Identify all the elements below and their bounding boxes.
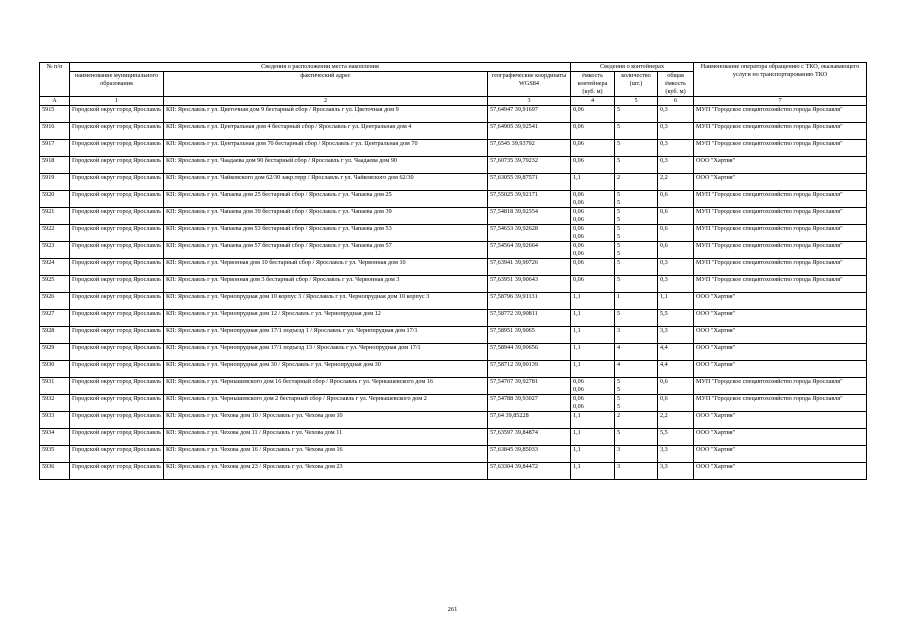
municipality-cell: Городской округ город Ярославль <box>70 225 164 242</box>
capacity-value: 1,1 <box>573 412 581 419</box>
operator-cell: МУП "Городское спецавтохозяйство города Ярославля" <box>694 395 867 412</box>
count-value: 3 <box>617 463 621 470</box>
row-num-cell: 5933 <box>40 412 70 429</box>
capacity-cell <box>571 361 615 378</box>
address-cell: КП: Ярославль г ул. Чернопрудная дом 12 / Ярославль г ул. Чернопрудная дом 12 <box>164 310 488 327</box>
count-cell <box>615 412 658 429</box>
row-num-cell: 5919 <box>40 174 70 191</box>
count-value: 5 <box>617 250 621 257</box>
address-cell: КП: Ярославль г ул. Чернопрудная дом 30 / Ярославль г ул. Чернопрудная дом 30 <box>164 361 488 378</box>
count-cell <box>615 276 658 293</box>
row-num-cell: 5935 <box>40 446 70 463</box>
count-cell <box>615 310 658 327</box>
coords-cell: 57,58944 39,90656 <box>488 344 571 361</box>
coords-cell: 57,58951 39,9065 <box>488 327 571 344</box>
index-cell: 7 <box>694 97 867 106</box>
coords-cell: 57,54653 39,92628 <box>488 225 571 242</box>
header-coords: географические координаты WGS84 <box>488 72 571 97</box>
capacity-cell <box>571 191 615 208</box>
count-value: 4 <box>617 361 621 368</box>
total-cell: 4,4 <box>658 361 694 378</box>
operator-cell: ООО "Хартия" <box>694 157 867 174</box>
header-num: № п/п <box>40 63 70 97</box>
row-num-cell: 5922 <box>40 225 70 242</box>
municipality-cell: Городской округ город Ярославль <box>70 344 164 361</box>
coords-cell: 57,60735 39,79232 <box>488 157 571 174</box>
row-num-cell: 5934 <box>40 429 70 446</box>
count-value: 5 <box>617 157 621 164</box>
count-value: 5 <box>617 259 621 266</box>
capacity-value: 1,1 <box>573 446 581 453</box>
count-cell <box>615 395 658 412</box>
table-row <box>40 429 867 446</box>
municipality-cell: Городской округ город Ярославль <box>70 174 164 191</box>
row-num-cell: 5930 <box>40 361 70 378</box>
count-cell <box>615 174 658 191</box>
capacity-value: 0,06 <box>573 233 584 240</box>
count-cell <box>615 106 658 123</box>
address-cell: КП: Ярославль г ул. Цветочная дом 9 бестарный сбор / Ярославль г ул. Цветочная дом 9 <box>164 106 488 123</box>
page-number: 261 <box>447 606 458 613</box>
capacity-cell <box>571 378 615 395</box>
count-value: 5 <box>617 276 621 283</box>
table-row <box>40 106 867 123</box>
capacity-value: 0,06 <box>573 242 584 249</box>
count-cell <box>615 259 658 276</box>
coords-cell: 57,63845 39,85033 <box>488 446 571 463</box>
table-row <box>40 276 867 293</box>
capacity-cell <box>571 276 615 293</box>
operator-cell: ООО "Хартия" <box>694 310 867 327</box>
registry-sheet <box>39 62 866 480</box>
count-cell <box>615 327 658 344</box>
count-value: 5 <box>617 123 621 130</box>
operator-cell: ООО "Хартия" <box>694 412 867 429</box>
table-row <box>40 123 867 140</box>
capacity-value: 1,1 <box>573 463 581 470</box>
table-row <box>40 327 867 344</box>
capacity-value: 0,06 <box>573 386 584 393</box>
table-row <box>40 293 867 310</box>
count-value: 5 <box>617 225 621 232</box>
count-value: 5 <box>617 106 621 113</box>
capacity-cell <box>571 157 615 174</box>
total-cell: 5,5 <box>658 310 694 327</box>
capacity-value: 0,06 <box>573 395 584 402</box>
capacity-value: 1,1 <box>573 174 581 181</box>
row-num-cell: 5925 <box>40 276 70 293</box>
municipality-cell: Городской округ город Ярославль <box>70 463 164 480</box>
coords-cell: 57,63951 39,90643 <box>488 276 571 293</box>
count-cell <box>615 140 658 157</box>
count-value: 2 <box>617 412 621 419</box>
coords-cell: 57,63304 39,84472 <box>488 463 571 480</box>
header-address: фактический адрес <box>164 72 488 97</box>
address-cell: КП: Ярославль г ул. Чехова дом 10 / Ярославль г ул. Чехова дом 10 <box>164 412 488 429</box>
address-cell: КП: Ярославль г ул. Чайковского дом 62/30 закр.терр / Ярославль г ул. Чайковского дом 62/30 <box>164 174 488 191</box>
operator-cell: ООО "Хартия" <box>694 174 867 191</box>
header-count: количество (шт.) <box>615 72 658 97</box>
count-value: 5 <box>617 140 621 147</box>
operator-cell: МУП "Городское спецавтохозяйство города Ярославля" <box>694 140 867 157</box>
address-cell: КП: Ярославль г ул. Центральная дом 4 бестарный сбор / Ярославль г ул. Центральная дом 4 <box>164 123 488 140</box>
address-cell: КП: Ярославль г ул. Червонная дом 10 бестарный сбор / Ярославль г ул. Червонная дом 10 <box>164 259 488 276</box>
capacity-value: 1,1 <box>573 293 581 300</box>
table-row <box>40 191 867 208</box>
operator-cell: ООО "Хартия" <box>694 327 867 344</box>
count-cell <box>615 293 658 310</box>
address-cell: КП: Ярославль г ул. Чернышевского дом 2 бестарный сбор / Ярославль г ул. Чернышевского дом 2 <box>164 395 488 412</box>
table-body <box>40 106 867 480</box>
table-row <box>40 208 867 225</box>
count-value: 5 <box>617 233 621 240</box>
address-cell: КП: Ярославль г ул. Чапаева дом 57 бестарный сбор / Ярославль г ул. Чапаева дом 57 <box>164 242 488 259</box>
capacity-cell <box>571 140 615 157</box>
capacity-value: 0,06 <box>573 216 584 223</box>
capacity-value: 0,06 <box>573 208 584 215</box>
municipality-cell: Городской округ город Ярославль <box>70 106 164 123</box>
capacity-cell <box>571 123 615 140</box>
count-cell <box>615 429 658 446</box>
capacity-cell <box>571 310 615 327</box>
total-cell: 0,3 <box>658 259 694 276</box>
header-operator: Наименование оператора обращению с ТКО, оказывающего услуги по транспортированию ТКО <box>694 63 867 97</box>
capacity-value: 0,06 <box>573 106 584 113</box>
municipality-cell: Городской округ город Ярославль <box>70 140 164 157</box>
municipality-cell: Городской округ город Ярославль <box>70 446 164 463</box>
municipality-cell: Городской округ город Ярославль <box>70 208 164 225</box>
count-cell <box>615 191 658 208</box>
count-cell <box>615 225 658 242</box>
count-value: 5 <box>617 208 621 215</box>
operator-cell: ООО "Хартия" <box>694 429 867 446</box>
row-num-cell: 5924 <box>40 259 70 276</box>
operator-cell: МУП "Городское спецавтохозяйство города Ярославля" <box>694 259 867 276</box>
count-value: 5 <box>617 386 621 393</box>
capacity-value: 1,1 <box>573 327 581 334</box>
count-cell <box>615 242 658 259</box>
operator-cell: МУП "Городское спецавтохозяйство города Ярославля" <box>694 378 867 395</box>
capacity-value: 0,06 <box>573 123 584 130</box>
row-num-cell: 5936 <box>40 463 70 480</box>
row-num-cell: 5916 <box>40 123 70 140</box>
operator-cell: ООО "Хартия" <box>694 293 867 310</box>
total-cell: 3,3 <box>658 327 694 344</box>
row-num-cell: 5921 <box>40 208 70 225</box>
count-cell <box>615 208 658 225</box>
header-municipality: наименование муниципального образования <box>70 72 164 97</box>
address-cell: КП: Ярославль г ул. Чехова дом 16 / Ярославль г ул. Чехова дом 16 <box>164 446 488 463</box>
municipality-cell: Городской округ город Ярославль <box>70 276 164 293</box>
total-cell: 4,4 <box>658 344 694 361</box>
municipality-cell: Городской округ город Ярославль <box>70 395 164 412</box>
municipality-cell: Городской округ город Ярославль <box>70 412 164 429</box>
capacity-value: 1,1 <box>573 429 581 436</box>
capacity-value: 0,06 <box>573 140 584 147</box>
capacity-value: 1,1 <box>573 344 581 351</box>
registry-table <box>39 62 867 480</box>
count-value: 4 <box>617 344 621 351</box>
operator-cell: МУП "Городское спецавтохозяйство города Ярославля" <box>694 242 867 259</box>
capacity-value: 1,1 <box>573 310 581 317</box>
total-cell: 2,2 <box>658 174 694 191</box>
table-row <box>40 157 867 174</box>
address-cell: КП: Ярославль г ул. Чаадаева дом 90 бестарный сбор / Ярославль г ул. Чаадаева дом 90 <box>164 157 488 174</box>
count-cell <box>615 446 658 463</box>
operator-cell: ООО "Хартия" <box>694 361 867 378</box>
capacity-value: 0,06 <box>573 225 584 232</box>
address-cell: КП: Ярославль г ул. Чехова дом 23 / Ярославль г ул. Чехова дом 23 <box>164 463 488 480</box>
coords-cell: 57,64905 39,92541 <box>488 123 571 140</box>
coords-cell: 57,64 39,85228 <box>488 412 571 429</box>
count-value: 3 <box>617 446 621 453</box>
count-cell <box>615 361 658 378</box>
index-cell: 3 <box>488 97 571 106</box>
table-row <box>40 378 867 395</box>
operator-cell: ООО "Хартия" <box>694 344 867 361</box>
capacity-cell <box>571 446 615 463</box>
address-cell: КП: Ярославль г ул. Чапаева дом 39 бестарный сбор / Ярославль г ул. Чапаева дом 39 <box>164 208 488 225</box>
count-value: 5 <box>617 199 621 206</box>
capacity-cell <box>571 242 615 259</box>
coords-cell: 57,63055 39,87571 <box>488 174 571 191</box>
total-cell: 0,3 <box>658 157 694 174</box>
capacity-cell <box>571 463 615 480</box>
operator-cell: МУП "Городское спецавтохозяйство города Ярославля" <box>694 106 867 123</box>
municipality-cell: Городской округ город Ярославль <box>70 242 164 259</box>
address-cell: КП: Ярославль г ул. Чернышевского дом 16 бестарный сбор / Ярославль г ул. Чернышевского дом 16 <box>164 378 488 395</box>
capacity-value: 0,06 <box>573 403 584 410</box>
capacity-cell <box>571 293 615 310</box>
coords-cell: 57,6545 39,93792 <box>488 140 571 157</box>
table-row <box>40 242 867 259</box>
capacity-cell <box>571 259 615 276</box>
coords-cell: 57,54564 39,92664 <box>488 242 571 259</box>
count-value: 5 <box>617 310 621 317</box>
index-cell: 1 <box>70 97 164 106</box>
address-cell: КП: Ярославль г ул. Чапаева дом 25 бестарный сбор / Ярославль г ул. Чапаева дом 25 <box>164 191 488 208</box>
table-row <box>40 446 867 463</box>
table-row <box>40 412 867 429</box>
row-num-cell: 5918 <box>40 157 70 174</box>
municipality-cell: Городской округ город Ярославль <box>70 191 164 208</box>
table-row <box>40 463 867 480</box>
table-row <box>40 361 867 378</box>
row-num-cell: 5923 <box>40 242 70 259</box>
capacity-cell <box>571 344 615 361</box>
address-cell: КП: Ярославль г ул. Чернопрудная дом 17/1 подъезд 1 / Ярославль г ул. Чернопрудная дом 17/1 <box>164 327 488 344</box>
coords-cell: 57,63941 39,90726 <box>488 259 571 276</box>
count-value: 5 <box>617 378 621 385</box>
total-cell: 3,3 <box>658 463 694 480</box>
operator-cell: ООО "Хартия" <box>694 463 867 480</box>
header-location-group: Сведения о расположении места накопления <box>70 63 571 72</box>
total-cell: 0,6 <box>658 378 694 395</box>
coords-cell: 57,58712 39,90139 <box>488 361 571 378</box>
capacity-value: 0,06 <box>573 378 584 385</box>
total-cell: 2,2 <box>658 412 694 429</box>
municipality-cell: Городской округ город Ярославль <box>70 310 164 327</box>
row-num-cell: 5927 <box>40 310 70 327</box>
total-cell: 1,1 <box>658 293 694 310</box>
table-row <box>40 395 867 412</box>
row-num-cell: 5932 <box>40 395 70 412</box>
coords-cell: 57,54788 39,93027 <box>488 395 571 412</box>
row-num-cell: 5917 <box>40 140 70 157</box>
coords-cell: 57,55025 39,92171 <box>488 191 571 208</box>
operator-cell: МУП "Городское спецавтохозяйство города Ярославля" <box>694 208 867 225</box>
count-cell <box>615 123 658 140</box>
capacity-value: 0,06 <box>573 276 584 283</box>
municipality-cell: Городской округ город Ярославль <box>70 429 164 446</box>
row-num-cell: 5928 <box>40 327 70 344</box>
coords-cell: 57,54707 39,92781 <box>488 378 571 395</box>
capacity-cell <box>571 327 615 344</box>
total-cell: 3,3 <box>658 446 694 463</box>
row-num-cell: 5931 <box>40 378 70 395</box>
index-cell: 4 <box>571 97 615 106</box>
index-cell: А <box>40 97 70 106</box>
capacity-cell <box>571 225 615 242</box>
row-num-cell: 5920 <box>40 191 70 208</box>
count-value: 5 <box>617 216 621 223</box>
capacity-value: 0,06 <box>573 259 584 266</box>
capacity-cell <box>571 174 615 191</box>
municipality-cell: Городской округ город Ярославль <box>70 327 164 344</box>
capacity-cell <box>571 395 615 412</box>
count-cell <box>615 344 658 361</box>
index-cell: 2 <box>164 97 488 106</box>
total-cell: 5,5 <box>658 429 694 446</box>
municipality-cell: Городской округ город Ярославль <box>70 293 164 310</box>
capacity-value: 0,06 <box>573 157 584 164</box>
count-cell <box>615 463 658 480</box>
count-value: 5 <box>617 429 621 436</box>
operator-cell: МУП "Городское спецавтохозяйство города Ярославля" <box>694 191 867 208</box>
capacity-cell <box>571 208 615 225</box>
address-cell: КП: Ярославль г ул. Чернопрудная дом 17/1 подъезд 13 / Ярославль г ул. Чернопрудная дом 17/1 <box>164 344 488 361</box>
count-value: 5 <box>617 395 621 402</box>
table-row <box>40 259 867 276</box>
total-cell: 0,3 <box>658 123 694 140</box>
table-row <box>40 225 867 242</box>
capacity-value: 0,06 <box>573 250 584 257</box>
address-cell: КП: Ярославль г ул. Чехова дом 11 / Ярославль г ул. Чехова дом 11 <box>164 429 488 446</box>
header-total: общая ёмкость (куб. м) <box>658 72 694 97</box>
municipality-cell: Городской округ город Ярославль <box>70 378 164 395</box>
total-cell: 0,6 <box>658 225 694 242</box>
coords-cell: 57,58772 39,90811 <box>488 310 571 327</box>
operator-cell: ООО "Хартия" <box>694 446 867 463</box>
table-row <box>40 140 867 157</box>
operator-cell: МУП "Городское спецавтохозяйство города Ярославля" <box>694 225 867 242</box>
address-cell: КП: Ярославль г ул. Центральная дом 70 бестарный сбор / Ярославль г ул. Центральная дом 70 <box>164 140 488 157</box>
table-row <box>40 310 867 327</box>
capacity-cell <box>571 412 615 429</box>
count-value: 1 <box>617 293 621 300</box>
capacity-cell <box>571 106 615 123</box>
address-cell: КП: Ярославль г ул. Червонная дом 3 бестарный сбор / Ярославль г ул. Червонная дом 3 <box>164 276 488 293</box>
capacity-value: 0,06 <box>573 199 584 206</box>
row-num-cell: 5926 <box>40 293 70 310</box>
capacity-value: 1,1 <box>573 361 581 368</box>
count-value: 5 <box>617 403 621 410</box>
coords-cell: 57,54818 39,92354 <box>488 208 571 225</box>
municipality-cell: Городской округ город Ярославль <box>70 361 164 378</box>
capacity-value: 0,06 <box>573 191 584 198</box>
header-capacity: ёмкость контейнера (куб. м) <box>571 72 615 97</box>
count-value: 3 <box>617 327 621 334</box>
count-value: 5 <box>617 191 621 198</box>
capacity-cell <box>571 429 615 446</box>
total-cell: 0,6 <box>658 242 694 259</box>
municipality-cell: Городской округ город Ярославль <box>70 123 164 140</box>
count-cell <box>615 378 658 395</box>
index-cell: 6 <box>658 97 694 106</box>
row-num-cell: 5915 <box>40 106 70 123</box>
count-cell <box>615 157 658 174</box>
operator-cell: МУП "Городское спецавтохозяйство города Ярославля" <box>694 123 867 140</box>
header-containers-group: Сведения о контейнерах <box>571 63 694 72</box>
table-row <box>40 174 867 191</box>
coords-cell: 57,58796 39,91131 <box>488 293 571 310</box>
municipality-cell: Городской округ город Ярославль <box>70 157 164 174</box>
coords-cell: 57,63597 39,84874 <box>488 429 571 446</box>
count-value: 5 <box>617 242 621 249</box>
operator-cell: МУП "Городское спецавтохозяйство города Ярославля" <box>694 276 867 293</box>
row-num-cell: 5929 <box>40 344 70 361</box>
total-cell: 0,6 <box>658 395 694 412</box>
coords-cell: 57,64947 39,91697 <box>488 106 571 123</box>
total-cell: 0,6 <box>658 191 694 208</box>
address-cell: КП: Ярославль г ул. Чапаева дом 53 бестарный сбор / Ярославль г ул. Чапаева дом 53 <box>164 225 488 242</box>
total-cell: 0,3 <box>658 140 694 157</box>
total-cell: 0,3 <box>658 276 694 293</box>
index-cell: 5 <box>615 97 658 106</box>
municipality-cell: Городской округ город Ярославль <box>70 259 164 276</box>
count-value: 2 <box>617 174 621 181</box>
table-row <box>40 344 867 361</box>
address-cell: КП: Ярославль г ул. Чернопрудная дом 10 корпус 3 / Ярославль г ул. Чернопрудная дом 10 корпус 3 <box>164 293 488 310</box>
total-cell: 0,3 <box>658 106 694 123</box>
total-cell: 0,6 <box>658 208 694 225</box>
